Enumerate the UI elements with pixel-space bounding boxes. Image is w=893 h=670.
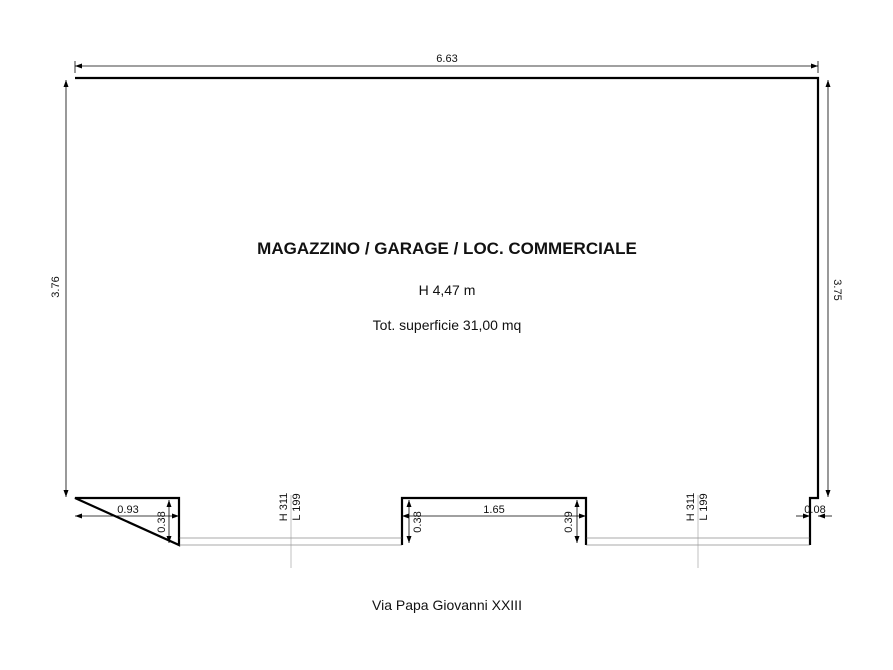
- center-pier-dimension: [402, 504, 586, 519]
- left-pier-depth-label: 0.38: [156, 511, 168, 533]
- left-dimension: [50, 80, 69, 497]
- opening-right-height: H 311: [685, 492, 697, 522]
- center-pier-depth-right-label: 0.39: [563, 511, 575, 533]
- center-pier-width-label: 1.65: [483, 504, 505, 516]
- left-pier-width-label: 0.93: [117, 504, 139, 516]
- opening-right-width: L 199: [698, 493, 710, 521]
- opening-left-width: L 199: [291, 493, 303, 521]
- center-pier-depth-left-label: 0.38: [412, 511, 424, 533]
- street-label: Via Papa Giovanni XXIII: [372, 597, 522, 613]
- center-pier-depth-right-dimension: [563, 500, 580, 543]
- right-pier-width-label: 0.08: [804, 504, 826, 516]
- top-dimension: [75, 53, 818, 73]
- room-title: MAGAZZINO / GARAGE / LOC. COMMERCIALE: [257, 239, 637, 258]
- room-outline: [75, 78, 818, 545]
- top-width-label: 6.63: [436, 53, 458, 65]
- right-height-label: 3.75: [831, 279, 843, 301]
- center-pier-depth-left-dimension: [407, 500, 425, 543]
- opening-left-height: H 311: [278, 492, 290, 522]
- room-area: Tot. superficie 31,00 mq: [372, 317, 522, 333]
- left-height-label: 3.76: [50, 276, 62, 298]
- right-pier-dimension: [796, 504, 832, 519]
- room-height: H 4,47 m: [418, 282, 476, 298]
- right-dimension: [826, 80, 844, 497]
